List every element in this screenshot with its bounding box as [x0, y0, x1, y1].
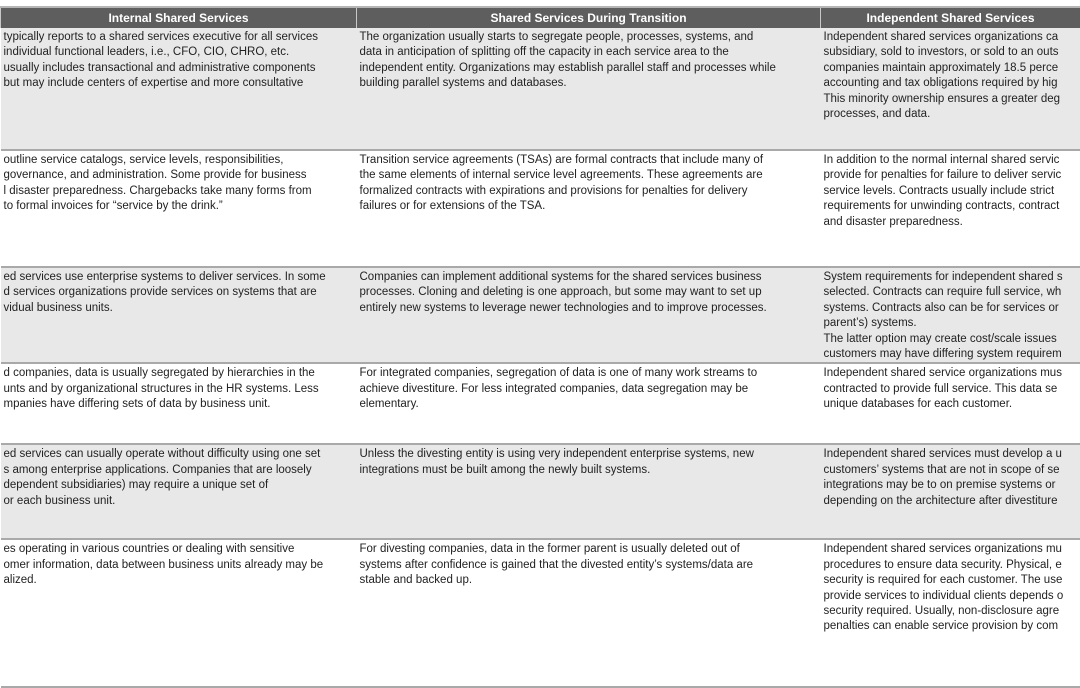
cell-line: formalized contracts with expirations and provisions for penalties for delivery	[360, 184, 817, 199]
cell-line: ed services can usually operate without difficulty using one set	[4, 447, 353, 462]
shared-services-comparison-table	[0, 8, 1080, 688]
internal-cell	[1, 28, 357, 150]
cell-line: building parallel systems and databases.	[360, 76, 817, 91]
cell-line: security required. Usually, non-disclosure agre	[824, 604, 1077, 619]
cell-line: failures or for extensions of the TSA.	[360, 199, 817, 214]
cell-line: This minority ownership ensures a greater deg	[824, 92, 1077, 107]
cell-text	[4, 30, 353, 92]
cell-text	[4, 366, 353, 412]
independent-cell	[821, 539, 1080, 687]
internal-cell	[1, 363, 357, 444]
table-row	[1, 444, 1080, 539]
cell-line: penalties can enable service provision by com	[824, 619, 1077, 634]
independent-cell	[821, 28, 1080, 150]
cell-text	[824, 542, 1077, 634]
cell-line: but may include centers of expertise and more consultative	[4, 76, 353, 91]
transition-cell	[357, 28, 821, 150]
internal-cell	[1, 267, 357, 363]
cell-line: unts and by organizational structures in the HR systems. Less	[4, 382, 353, 397]
cell-text	[4, 270, 353, 316]
cell-line: provide services to individual clients depends o	[824, 589, 1077, 604]
cell-line: provide for penalties for failure to deliver servic	[824, 168, 1077, 183]
cell-text	[824, 30, 1077, 122]
cell-line: For divesting companies, data in the former parent is usually deleted out of	[360, 542, 817, 557]
internal-cell	[1, 539, 357, 687]
cell-line: individual functional leaders, i.e., CFO, CIO, CHRO, etc.	[4, 45, 353, 60]
cell-text	[4, 447, 353, 509]
cell-text	[824, 270, 1077, 362]
table-row	[1, 363, 1080, 444]
cell-line: or each business unit.	[4, 494, 353, 509]
cell-line: requirements for unwinding contracts, contract	[824, 199, 1077, 214]
cell-line: systems after confidence is gained that the divested entity’s systems/data are	[360, 558, 817, 573]
cell-line: The organization usually starts to segregate people, processes, systems, and	[360, 30, 817, 45]
cell-line: companies maintain approximately 18.5 perce	[824, 61, 1077, 76]
header-shared-services-during-transition: Shared Services During Transition	[357, 8, 821, 28]
cell-line: governance, and administration. Some provide for business	[4, 168, 353, 183]
cell-text	[360, 366, 817, 412]
cell-line: Independent shared services must develop a u	[824, 447, 1077, 462]
cell-text	[360, 270, 817, 316]
cell-line: Independent shared services organizations mu	[824, 542, 1077, 557]
cell-line: subsidiary, sold to investors, or sold to an outs	[824, 45, 1077, 60]
internal-cell	[1, 150, 357, 267]
cell-line: stable and backed up.	[360, 573, 817, 588]
cell-line: vidual business units.	[4, 301, 353, 316]
cell-text	[824, 447, 1077, 509]
cell-text	[824, 366, 1077, 412]
cell-line: and disaster preparedness.	[824, 215, 1077, 230]
independent-cell	[821, 363, 1080, 444]
cell-line: parent’s) systems.	[824, 316, 1077, 331]
cell-line: the same elements of internal service level agreements. These agreements are	[360, 168, 817, 183]
cell-line: customers’ systems that are not in scope of se	[824, 463, 1077, 478]
transition-cell	[357, 150, 821, 267]
cell-line: typically reports to a shared services executive for all services	[4, 30, 353, 45]
cell-line: d services organizations provide services on systems that are	[4, 285, 353, 300]
header-row	[1, 8, 1080, 28]
table-row	[1, 28, 1080, 150]
cell-line: achieve divestiture. For less integrated companies, data segregation may be	[360, 382, 817, 397]
cell-line: Independent shared service organizations mus	[824, 366, 1077, 381]
independent-cell	[821, 150, 1080, 267]
cell-line: contracted to provide full service. This data se	[824, 382, 1077, 397]
cell-text	[360, 153, 817, 215]
table-row	[1, 267, 1080, 363]
cell-line: For integrated companies, segregation of data is one of many work streams to	[360, 366, 817, 381]
cell-line: to formal invoices for “service by the drink.”	[4, 199, 353, 214]
table-row	[1, 150, 1080, 267]
cell-line: Companies can implement additional systems for the shared services business	[360, 270, 817, 285]
cell-line: Independent shared services organizations ca	[824, 30, 1077, 45]
cell-line: procedures to ensure data security. Physical, e	[824, 558, 1077, 573]
cell-line: integrations must be built among the newly built systems.	[360, 463, 817, 478]
cell-line: accounting and tax obligations required by hig	[824, 76, 1077, 91]
transition-cell	[357, 363, 821, 444]
cell-text	[4, 153, 353, 215]
cell-text	[824, 153, 1077, 230]
independent-cell	[821, 444, 1080, 539]
cell-line: mpanies have differing sets of data by business unit.	[4, 397, 353, 412]
cell-text	[360, 542, 817, 588]
transition-cell	[357, 539, 821, 687]
header-internal-shared-services: Internal Shared Services	[1, 8, 357, 28]
cell-text	[360, 30, 817, 92]
table-body	[1, 28, 1080, 687]
cell-line: service levels. Contracts usually include strict	[824, 184, 1077, 199]
cell-line: depending on the architecture after divestiture	[824, 494, 1077, 509]
cell-line: entirely new systems to leverage newer technologies and to improve processes.	[360, 301, 817, 316]
header-independent-shared-services: Independent Shared Services	[821, 8, 1080, 28]
cell-line: processes, and data.	[824, 107, 1077, 122]
cell-line: independent entity. Organizations may establish parallel staff and processes while	[360, 61, 817, 76]
cell-line: integrations may be to on premise systems or	[824, 478, 1077, 493]
cell-line: data in anticipation of splitting off the capacity in each service area to the	[360, 45, 817, 60]
cell-line: Unless the divesting entity is using very independent enterprise systems, new	[360, 447, 817, 462]
cell-line: s among enterprise applications. Companies that are loosely	[4, 463, 353, 478]
cell-line: unique databases for each customer.	[824, 397, 1077, 412]
cell-line: systems. Contracts also can be for services or	[824, 301, 1077, 316]
cell-line: es operating in various countries or dealing with sensitive	[4, 542, 353, 557]
cell-line: In addition to the normal internal shared servic	[824, 153, 1077, 168]
cell-text	[4, 542, 353, 588]
table-row	[1, 539, 1080, 687]
cell-line: ed services use enterprise systems to deliver services. In some	[4, 270, 353, 285]
transition-cell	[357, 267, 821, 363]
cell-line: d companies, data is usually segregated by hierarchies in the	[4, 366, 353, 381]
internal-cell	[1, 444, 357, 539]
cell-line: l disaster preparedness. Chargebacks take many forms from	[4, 184, 353, 199]
cell-line: dependent subsidiaries) may require a unique set of	[4, 478, 353, 493]
top-rule	[0, 0, 1080, 8]
cell-line: outline service catalogs, service levels, responsibilities,	[4, 153, 353, 168]
cell-line: security is required for each customer. The use	[824, 573, 1077, 588]
transition-cell	[357, 444, 821, 539]
cell-line: usually includes transactional and administrative components	[4, 61, 353, 76]
cell-line: customers may have differing system requirem	[824, 347, 1077, 362]
cell-line: selected. Contracts can require full service, wh	[824, 285, 1077, 300]
cell-line: System requirements for independent shared s	[824, 270, 1077, 285]
independent-cell	[821, 267, 1080, 363]
cell-line: Transition service agreements (TSAs) are formal contracts that include many of	[360, 153, 817, 168]
cell-line: The latter option may create cost/scale issues	[824, 332, 1077, 347]
cell-text	[360, 447, 817, 478]
cell-line: alized.	[4, 573, 353, 588]
cell-line: elementary.	[360, 397, 817, 412]
cell-line: omer information, data between business units already may be	[4, 558, 353, 573]
cell-line: processes. Cloning and deleting is one approach, but some may want to set up	[360, 285, 817, 300]
